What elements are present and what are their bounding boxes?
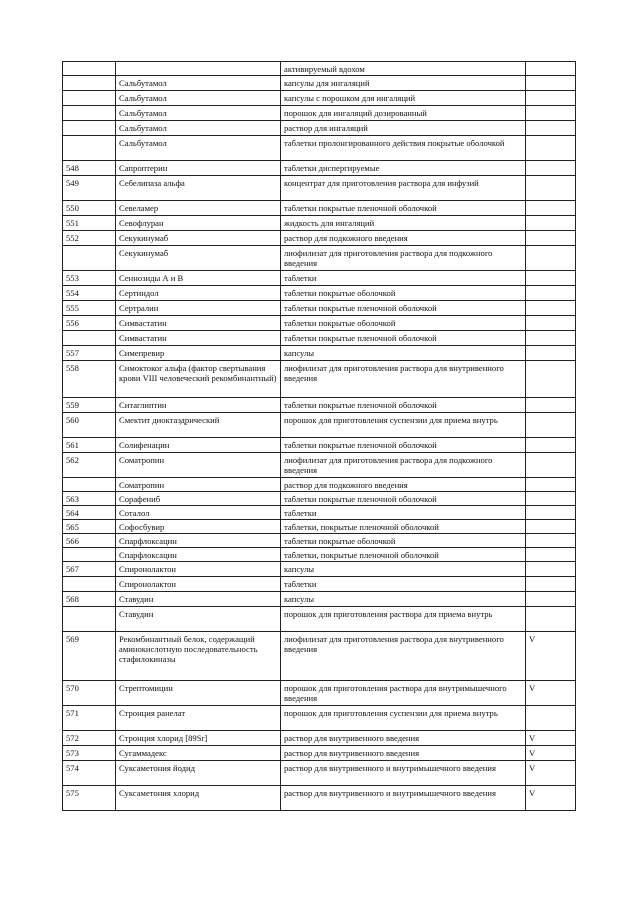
- dosage-form-cell: таблетки: [281, 271, 526, 286]
- table-row: [63, 453, 576, 478]
- row-number-cell: [63, 106, 116, 121]
- table-row: [63, 438, 576, 453]
- drug-name-cell: Симепревир: [116, 346, 281, 361]
- table-row: [63, 534, 576, 548]
- mark-cell: [526, 520, 576, 534]
- table-body: [63, 62, 576, 811]
- mark-cell: V: [526, 681, 576, 706]
- dosage-form-cell: лиофилизат для приготовления раствора для внутривенного введения: [281, 361, 526, 398]
- table-row: [63, 607, 576, 632]
- table-row: [63, 731, 576, 746]
- dosage-form-cell: таблетки покрытые оболочкой: [281, 316, 526, 331]
- row-number-cell: [63, 246, 116, 271]
- dosage-form-cell: таблетки покрытые оболочкой: [281, 534, 526, 548]
- table-row: [63, 548, 576, 562]
- mark-cell: [526, 346, 576, 361]
- drug-name-cell: Спиронолактон: [116, 562, 281, 577]
- table-row: [63, 121, 576, 136]
- dosage-form-cell: порошок для приготовления суспензии для приема внутрь: [281, 706, 526, 731]
- drug-registry-table: [62, 61, 576, 811]
- drug-name-cell: Сугаммадекс: [116, 746, 281, 761]
- dosage-form-cell: порошок для ингаляций дозированный: [281, 106, 526, 121]
- drug-name-cell: Сальбутамол: [116, 76, 281, 91]
- mark-cell: [526, 301, 576, 316]
- mark-cell: V: [526, 731, 576, 746]
- row-number-cell: [63, 607, 116, 632]
- mark-cell: [526, 62, 576, 76]
- dosage-form-cell: капсулы: [281, 346, 526, 361]
- row-number-cell: 563: [63, 492, 116, 506]
- dosage-form-cell: таблетки пролонгированного действия покрытые оболочкой: [281, 136, 526, 161]
- row-number-cell: 572: [63, 731, 116, 746]
- drug-name-cell: Сапроптерин: [116, 161, 281, 176]
- table-row: [63, 786, 576, 811]
- table-row: [63, 346, 576, 361]
- table-row: [63, 520, 576, 534]
- dosage-form-cell: капсулы для ингаляций: [281, 76, 526, 91]
- drug-name-cell: Суксаметония хлорид: [116, 786, 281, 811]
- drug-name-cell: Суксаметония йодид: [116, 761, 281, 786]
- mark-cell: [526, 577, 576, 592]
- dosage-form-cell: раствор для внутривенного и внутримышечного введения: [281, 761, 526, 786]
- dosage-form-cell: таблетки покрытые оболочкой: [281, 286, 526, 301]
- drug-name-cell: Соматропин: [116, 453, 281, 478]
- table-row: [63, 681, 576, 706]
- table-row: [63, 316, 576, 331]
- table-row: [63, 301, 576, 316]
- dosage-form-cell: концентрат для приготовления раствора для инфузий: [281, 176, 526, 201]
- table-row: [63, 246, 576, 271]
- mark-cell: [526, 136, 576, 161]
- row-number-cell: 549: [63, 176, 116, 201]
- table-row: [63, 91, 576, 106]
- dosage-form-cell: порошок для приготовления суспензии для приема внутрь: [281, 413, 526, 438]
- row-number-cell: 552: [63, 231, 116, 246]
- mark-cell: [526, 562, 576, 577]
- drug-name-cell: Спиронолактон: [116, 577, 281, 592]
- mark-cell: [526, 331, 576, 346]
- dosage-form-cell: раствор для подкожного введения: [281, 231, 526, 246]
- table-row: [63, 398, 576, 413]
- mark-cell: [526, 706, 576, 731]
- row-number-cell: 553: [63, 271, 116, 286]
- table-row: [63, 761, 576, 786]
- mark-cell: [526, 246, 576, 271]
- dosage-form-cell: таблетки, покрытые пленочной оболочкой: [281, 548, 526, 562]
- dosage-form-cell: раствор для ингаляций: [281, 121, 526, 136]
- row-number-cell: [63, 136, 116, 161]
- row-number-cell: 550: [63, 201, 116, 216]
- dosage-form-cell: активируемый вдохом: [281, 62, 526, 76]
- row-number-cell: 564: [63, 506, 116, 520]
- table-row: [63, 62, 576, 76]
- row-number-cell: 571: [63, 706, 116, 731]
- mark-cell: [526, 231, 576, 246]
- mark-cell: [526, 592, 576, 607]
- mark-cell: [526, 413, 576, 438]
- table-row: [63, 331, 576, 346]
- table-row: [63, 271, 576, 286]
- drug-name-cell: Симвастатин: [116, 316, 281, 331]
- mark-cell: [526, 534, 576, 548]
- table-row: [63, 746, 576, 761]
- table-row: [63, 231, 576, 246]
- drug-name-cell: Сальбутамол: [116, 106, 281, 121]
- drug-name-cell: Сорафениб: [116, 492, 281, 506]
- row-number-cell: 559: [63, 398, 116, 413]
- dosage-form-cell: таблетки покрытые пленочной оболочкой: [281, 331, 526, 346]
- row-number-cell: 575: [63, 786, 116, 811]
- dosage-form-cell: таблетки: [281, 577, 526, 592]
- table-row: [63, 478, 576, 492]
- table-row: [63, 706, 576, 731]
- mark-cell: [526, 492, 576, 506]
- drug-name-cell: Спарфлоксацин: [116, 534, 281, 548]
- table-row: [63, 161, 576, 176]
- row-number-cell: [63, 577, 116, 592]
- table-row: [63, 562, 576, 577]
- dosage-form-cell: раствор для внутривенного введения: [281, 746, 526, 761]
- dosage-form-cell: капсулы: [281, 592, 526, 607]
- row-number-cell: 574: [63, 761, 116, 786]
- dosage-form-cell: таблетки покрытые пленочной оболочкой: [281, 492, 526, 506]
- drug-name-cell: Спарфлоксацин: [116, 548, 281, 562]
- row-number-cell: 548: [63, 161, 116, 176]
- table-row: [63, 492, 576, 506]
- dosage-form-cell: лиофилизат для приготовления раствора для подкожного введения: [281, 246, 526, 271]
- table-row: [63, 413, 576, 438]
- row-number-cell: 551: [63, 216, 116, 231]
- drug-name-cell: Солифенацин: [116, 438, 281, 453]
- mark-cell: [526, 607, 576, 632]
- drug-name-cell: Соматропин: [116, 478, 281, 492]
- mark-cell: [526, 361, 576, 398]
- drug-name-cell: Стронция хлорид [89Sr]: [116, 731, 281, 746]
- row-number-cell: 573: [63, 746, 116, 761]
- mark-cell: [526, 216, 576, 231]
- row-number-cell: [63, 62, 116, 76]
- row-number-cell: [63, 121, 116, 136]
- dosage-form-cell: таблетки: [281, 506, 526, 520]
- dosage-form-cell: жидкость для ингаляций: [281, 216, 526, 231]
- row-number-cell: 570: [63, 681, 116, 706]
- table-row: [63, 361, 576, 398]
- row-number-cell: [63, 91, 116, 106]
- table-row: [63, 201, 576, 216]
- dosage-form-cell: таблетки покрытые пленочной оболочкой: [281, 201, 526, 216]
- dosage-form-cell: таблетки, покрытые пленочной оболочкой: [281, 520, 526, 534]
- mark-cell: [526, 286, 576, 301]
- table-row: [63, 632, 576, 681]
- row-number-cell: 560: [63, 413, 116, 438]
- mark-cell: [526, 76, 576, 91]
- table-row: [63, 136, 576, 161]
- mark-cell: [526, 453, 576, 478]
- table-row: [63, 216, 576, 231]
- mark-cell: [526, 176, 576, 201]
- dosage-form-cell: раствор для внутривенного введения: [281, 731, 526, 746]
- table-row: [63, 592, 576, 607]
- drug-name-cell: Соталол: [116, 506, 281, 520]
- row-number-cell: 558: [63, 361, 116, 398]
- row-number-cell: [63, 548, 116, 562]
- dosage-form-cell: капсулы: [281, 562, 526, 577]
- drug-name-cell: Сальбутамол: [116, 91, 281, 106]
- mark-cell: [526, 438, 576, 453]
- table-row: [63, 106, 576, 121]
- mark-cell: V: [526, 761, 576, 786]
- dosage-form-cell: таблетки диспергируемые: [281, 161, 526, 176]
- mark-cell: [526, 316, 576, 331]
- drug-name-cell: Симвастатин: [116, 331, 281, 346]
- dosage-form-cell: раствор для подкожного введения: [281, 478, 526, 492]
- table-row: [63, 506, 576, 520]
- dosage-form-cell: порошок для приготовления раствора для приема внутрь: [281, 607, 526, 632]
- row-number-cell: [63, 331, 116, 346]
- row-number-cell: 565: [63, 520, 116, 534]
- drug-name-cell: Софосбувир: [116, 520, 281, 534]
- drug-name-cell: Сальбутамол: [116, 121, 281, 136]
- mark-cell: [526, 161, 576, 176]
- drug-name-cell: Сертиндол: [116, 286, 281, 301]
- table-row: [63, 286, 576, 301]
- drug-name-cell: Секукинумаб: [116, 246, 281, 271]
- row-number-cell: 566: [63, 534, 116, 548]
- dosage-form-cell: раствор для внутривенного и внутримышечного введения: [281, 786, 526, 811]
- row-number-cell: 557: [63, 346, 116, 361]
- mark-cell: [526, 398, 576, 413]
- dosage-form-cell: лиофилизат для приготовления раствора для подкожного введения: [281, 453, 526, 478]
- drug-name-cell: Симоктоког альфа (фактор свертывания крови VIII человеческий рекомбинантный): [116, 361, 281, 398]
- row-number-cell: 556: [63, 316, 116, 331]
- row-number-cell: [63, 478, 116, 492]
- drug-name-cell: Стрептомицин: [116, 681, 281, 706]
- drug-name-cell: Сеннозиды А и В: [116, 271, 281, 286]
- drug-name-cell: Себелипаза альфа: [116, 176, 281, 201]
- dosage-form-cell: таблетки покрытые пленочной оболочкой: [281, 438, 526, 453]
- table-row: [63, 176, 576, 201]
- drug-name-cell: Сальбутамол: [116, 136, 281, 161]
- mark-cell: V: [526, 632, 576, 681]
- row-number-cell: 562: [63, 453, 116, 478]
- mark-cell: [526, 478, 576, 492]
- drug-name-cell: Ставудин: [116, 607, 281, 632]
- row-number-cell: 569: [63, 632, 116, 681]
- mark-cell: [526, 506, 576, 520]
- mark-cell: [526, 548, 576, 562]
- table-row: [63, 577, 576, 592]
- dosage-form-cell: таблетки покрытые пленочной оболочкой: [281, 301, 526, 316]
- mark-cell: [526, 106, 576, 121]
- row-number-cell: 561: [63, 438, 116, 453]
- mark-cell: [526, 201, 576, 216]
- row-number-cell: [63, 76, 116, 91]
- drug-name-cell: Сертралин: [116, 301, 281, 316]
- row-number-cell: 567: [63, 562, 116, 577]
- dosage-form-cell: таблетки покрытые пленочной оболочкой: [281, 398, 526, 413]
- table-row: [63, 76, 576, 91]
- drug-name-cell: [116, 62, 281, 76]
- mark-cell: [526, 91, 576, 106]
- drug-name-cell: Смектит диоктаэдрический: [116, 413, 281, 438]
- row-number-cell: 555: [63, 301, 116, 316]
- drug-name-cell: Рекомбинантный белок, содержащий аминокислотную последовательность стафилокиназы: [116, 632, 281, 681]
- drug-name-cell: Ситаглиптин: [116, 398, 281, 413]
- drug-name-cell: Севеламер: [116, 201, 281, 216]
- dosage-form-cell: порошок для приготовления раствора для внутримышечного введения: [281, 681, 526, 706]
- drug-name-cell: Севофлуран: [116, 216, 281, 231]
- row-number-cell: 554: [63, 286, 116, 301]
- drug-name-cell: Ставудин: [116, 592, 281, 607]
- dosage-form-cell: капсулы с порошком для ингаляций: [281, 91, 526, 106]
- mark-cell: [526, 121, 576, 136]
- dosage-form-cell: лиофилизат для приготовления раствора для внутривенного введения: [281, 632, 526, 681]
- mark-cell: [526, 271, 576, 286]
- drug-name-cell: Стронция ранелат: [116, 706, 281, 731]
- drug-name-cell: Секукинумаб: [116, 231, 281, 246]
- row-number-cell: 568: [63, 592, 116, 607]
- mark-cell: V: [526, 786, 576, 811]
- mark-cell: V: [526, 746, 576, 761]
